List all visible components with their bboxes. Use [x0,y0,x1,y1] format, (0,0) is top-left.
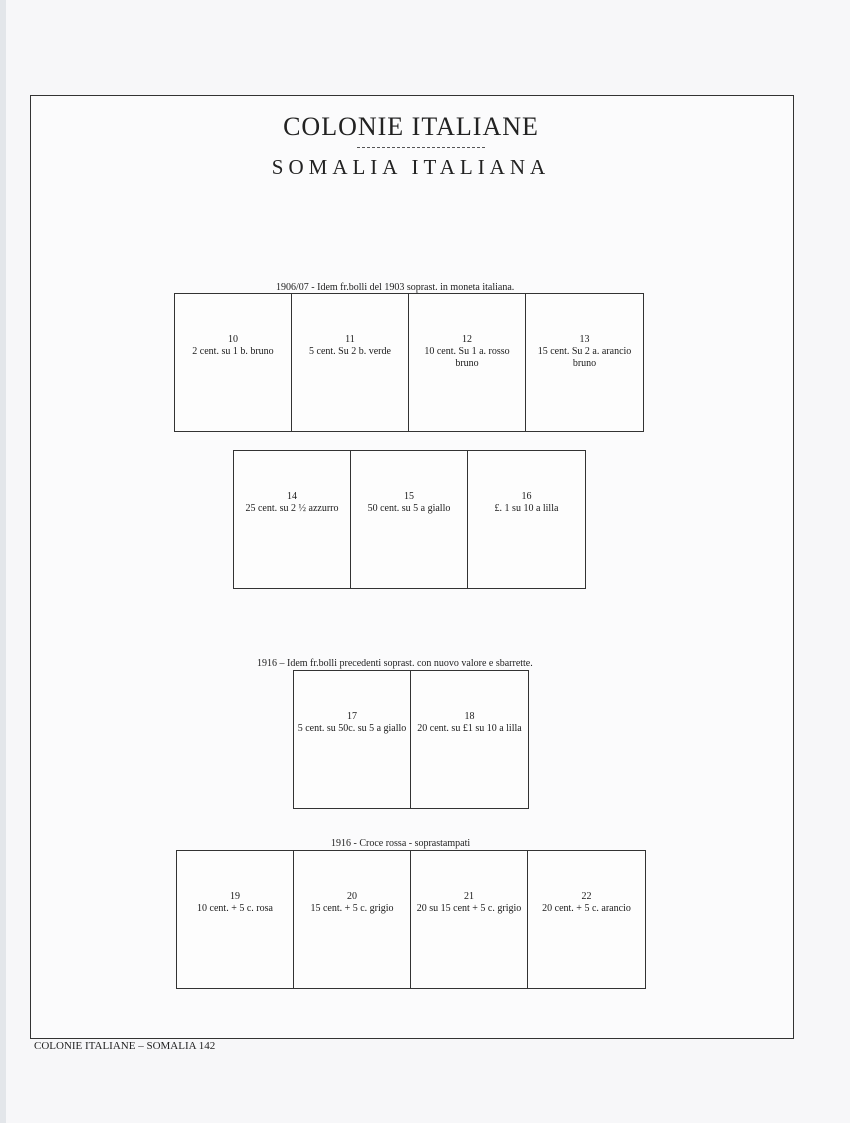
stamp-number: 11 [345,334,355,345]
stamp-description: 15 cent. + 5 c. grigio [310,903,394,914]
stamp-slot [411,671,528,808]
stamp-description: 20 cent. su £1 su 10 a lilla [417,723,522,734]
stamp-description: 10 cent. + 5 c. rosa [197,903,273,914]
stamp-description: 5 cent. su 50c. su 5 a giallo [297,723,407,734]
stamp-description: 2 cent. su 1 b. bruno [192,346,274,357]
section-caption: 1916 - Croce rossa - soprastampati [331,838,471,849]
stamp-description: 20 cent. + 5 c. arancio [542,903,631,914]
stamp-slot [177,851,294,988]
stamp-slot [411,851,528,988]
stamp-number: 15 [404,491,414,502]
stamp-number: 17 [347,711,357,722]
stamp-description: 5 cent. Su 2 b. verde [309,346,391,357]
page-subtitle: SOMALIA ITALIANA [271,155,551,179]
stamp-description: £. 1 su 10 a lilla [494,503,559,514]
stamp-number: 12 [462,334,472,345]
stamp-slot [234,451,351,588]
stamp-number: 16 [521,491,532,502]
stamp-number: 19 [230,891,240,902]
page-footer: COLONIE ITALIANE – SOMALIA 142 [34,1040,216,1052]
stamp-description: 10 cent. Su 1 a. rosso bruno [424,346,510,369]
stamp-slot [526,294,643,431]
title-divider [357,147,485,148]
stamp-row [293,670,529,809]
stamp-row [176,850,646,989]
stamp-slot [294,671,411,808]
section-caption: 1906/07 - Idem fr.bolli del 1903 soprast. in moneta italiana. [276,282,515,293]
stamp-number: 22 [581,891,592,902]
stamp-number: 21 [464,891,474,902]
stamp-slot [409,294,526,431]
stamp-row [233,450,586,589]
stamp-slot [292,294,409,431]
stamp-number: 20 [347,891,357,902]
stamp-number: 13 [579,334,590,345]
stamp-slot [468,451,585,588]
stamp-number: 10 [228,334,238,345]
stamp-number: 14 [287,491,297,502]
stamp-slot [528,851,645,988]
stamp-description: 25 cent. su 2 ½ azzurro [245,503,339,514]
stamp-slot [175,294,292,431]
stamp-slot [351,451,468,588]
stamp-row [174,293,644,432]
stamp-description: 15 cent. Su 2 a. arancio bruno [537,346,632,369]
page-title: COLONIE ITALIANE [283,112,539,141]
stamp-slot [294,851,411,988]
stamp-description: 20 su 15 cent + 5 c. grigio [416,903,522,914]
stamp-number: 18 [464,711,475,722]
stamp-description: 50 cent. su 5 a giallo [367,503,451,514]
section-caption: 1916 – Idem fr.bolli precedenti soprast. con nuovo valore e sbarrette. [257,658,533,669]
